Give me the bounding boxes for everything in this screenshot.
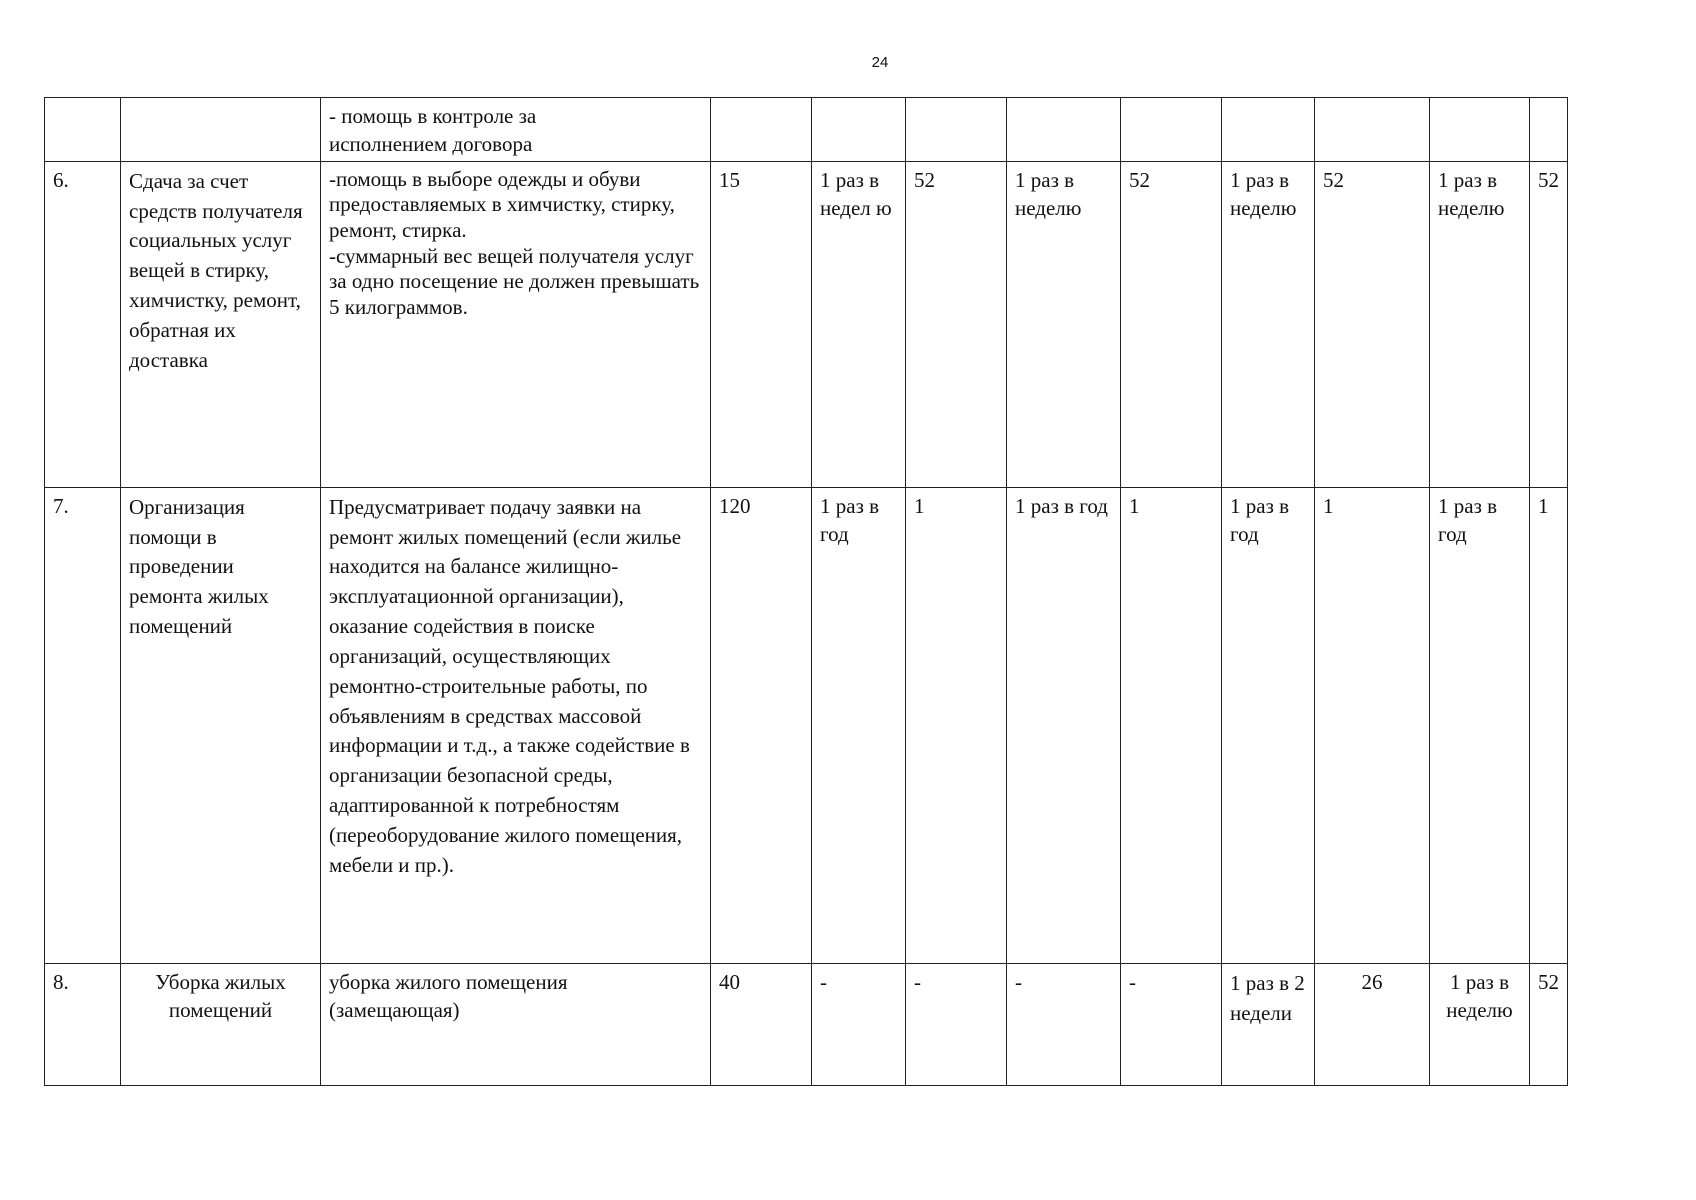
- table-row: [45, 487, 1568, 963]
- row-number-cell: 8.: [45, 963, 121, 1085]
- value-cell: 1 раз в недел ю: [812, 161, 906, 487]
- value-cell: 26: [1315, 963, 1430, 1085]
- value-cell: [812, 98, 906, 162]
- value-cell: 15: [711, 161, 812, 487]
- service-description-cell: - помощь в контроле за исполнением договора: [321, 98, 711, 162]
- service-name-cell: [121, 98, 321, 162]
- value-cell: [1121, 98, 1222, 162]
- service-name-cell: Уборка жилых помещений: [121, 963, 321, 1085]
- value-cell: 1: [1315, 487, 1430, 963]
- service-name-cell: Сдача за счет средств получателя социальных услуг вещей в стирку, химчистку, ремонт, обратная их доставка: [121, 161, 321, 487]
- services-table: [44, 97, 1568, 1086]
- value-cell: 1: [1121, 487, 1222, 963]
- value-cell: -: [1121, 963, 1222, 1085]
- value-cell: 1: [1530, 487, 1568, 963]
- value-cell: [906, 98, 1007, 162]
- value-cell: 1 раз в неделю: [1430, 161, 1530, 487]
- service-description-cell: -помощь в выборе одежды и обуви предоставляемых в химчистку, стирку, ремонт, стирка. -суммарный вес вещей получателя услуг за одно посещение не должен превышать 5 килограммов.: [321, 161, 711, 487]
- service-description-cell: Предусматривает подачу заявки на ремонт жилых помещений (если жилье находится на балансе жилищно-эксплуатационной организации), оказание содействия в поиске организаций, осуществляющих ремонтно-строительные работы, по объявлениям в средствах массовой информации и т.д., а также содействие в организации безопасной среды, адаптированной к потребностям (переоборудование жилого помещения, мебели и пр.).: [321, 487, 711, 963]
- value-cell: 52: [1121, 161, 1222, 487]
- value-cell: 52: [1530, 963, 1568, 1085]
- value-cell: -: [1007, 963, 1121, 1085]
- service-name-cell: Организация помощи в проведении ремонта жилых помещений: [121, 487, 321, 963]
- value-cell: 52: [1530, 161, 1568, 487]
- row-number-cell: 7.: [45, 487, 121, 963]
- value-cell: -: [906, 963, 1007, 1085]
- table-row: [45, 161, 1568, 487]
- value-cell: 52: [1315, 161, 1430, 487]
- value-cell: 1 раз в год: [1222, 487, 1315, 963]
- row-number-cell: 6.: [45, 161, 121, 487]
- value-cell: -: [812, 963, 906, 1085]
- table-row: [45, 963, 1568, 1085]
- value-cell: 52: [906, 161, 1007, 487]
- value-cell: 1: [906, 487, 1007, 963]
- table-row: [45, 98, 1568, 162]
- value-cell: 1 раз в неделю: [1007, 161, 1121, 487]
- value-cell: [1222, 98, 1315, 162]
- value-cell: [1007, 98, 1121, 162]
- value-cell: 1 раз в 2 недели: [1222, 963, 1315, 1085]
- value-cell: 120: [711, 487, 812, 963]
- value-cell: 1 раз в год: [812, 487, 906, 963]
- value-cell: [711, 98, 812, 162]
- service-description-cell: уборка жилого помещения (замещающая): [321, 963, 711, 1085]
- value-cell: 1 раз в неделю: [1430, 963, 1530, 1085]
- value-cell: [1530, 98, 1568, 162]
- value-cell: [1315, 98, 1430, 162]
- value-cell: [1430, 98, 1530, 162]
- page-number: 24: [871, 54, 889, 71]
- row-number-cell: [45, 98, 121, 162]
- value-cell: 1 раз в неделю: [1222, 161, 1315, 487]
- value-cell: 1 раз в год: [1430, 487, 1530, 963]
- value-cell: 40: [711, 963, 812, 1085]
- value-cell: 1 раз в год: [1007, 487, 1121, 963]
